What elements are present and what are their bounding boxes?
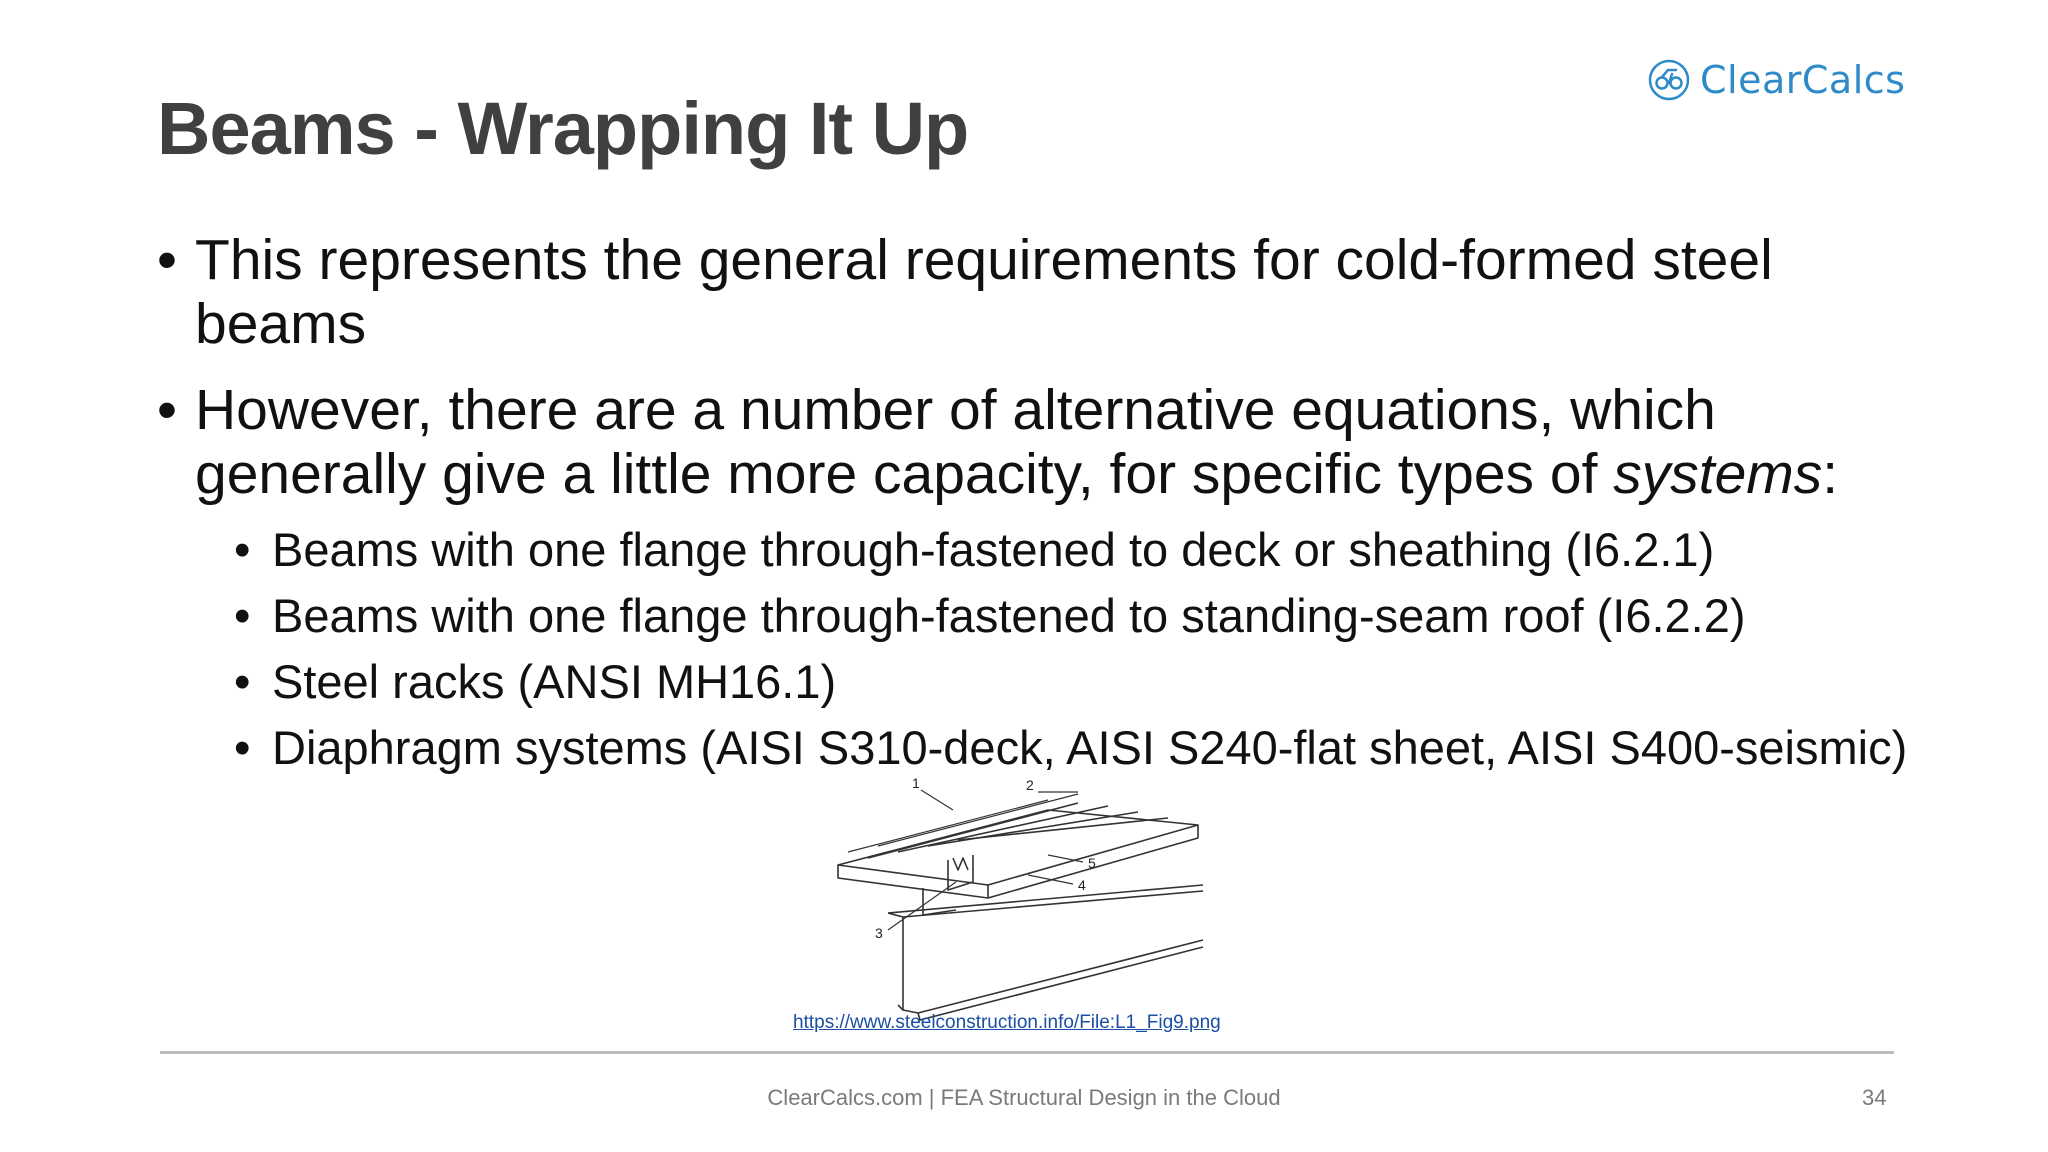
sub-bullet-item: [234, 654, 1917, 710]
bullet-dot: •: [157, 228, 177, 292]
sub-bullet-text: Beams with one flange through-fastened to deck or sheathing (I6.2.1): [272, 523, 1715, 576]
sub-bullet-dot: •: [234, 655, 251, 708]
figure-label: 2: [1026, 777, 1034, 793]
deck-purlin-diagram: [828, 770, 1208, 1030]
figure-label: 5: [1088, 855, 1096, 871]
sub-bullet-dot: •: [234, 523, 251, 576]
sub-bullet-dot: •: [234, 589, 251, 642]
sub-bullet-item: [234, 720, 1917, 776]
sub-bullet-text: Diaphragm systems (AISI S310-deck, AISI S240-flat sheet, AISI S400-seismic): [272, 721, 1908, 774]
sub-bullet-item: [234, 522, 1917, 578]
bullet-text: However, there are a number of alternative equations, which generally give a little more capacity, for specific types of: [195, 378, 1716, 506]
sub-bullet-item: [234, 588, 1917, 644]
sub-bullet-text: Steel racks (ANSI MH16.1): [272, 655, 837, 708]
bullet-dot: •: [157, 378, 177, 442]
figure-label: 4: [1078, 877, 1086, 893]
bullet-text-italic: systems: [1613, 442, 1823, 506]
bullet-item: [157, 228, 1917, 356]
brand-logo: [1648, 52, 1905, 108]
brand-name: ClearCalcs: [1700, 58, 1906, 102]
bullet-text: This represents the general requirements for cold-formed steel beams: [195, 228, 1773, 356]
bullet-item: [157, 378, 1917, 506]
bullet-list: [157, 228, 1917, 786]
figure-label: 1: [912, 775, 920, 791]
page-number: 34: [1862, 1085, 1887, 1110]
slide-title: Beams - Wrapping It Up: [157, 87, 969, 170]
footer-divider: [160, 1051, 1894, 1054]
footer-text: ClearCalcs.com | FEA Structural Design in the Cloud: [767, 1085, 1281, 1110]
bullet-text-end: :: [1822, 442, 1839, 506]
figure-source-link[interactable]: https://www.steelconstruction.info/File:L1_Fig9.png: [793, 1012, 1221, 1033]
figure-label: 3: [875, 925, 883, 941]
clearcalcs-logo-icon: [1648, 59, 1690, 101]
sub-bullet-dot: •: [234, 721, 251, 774]
sub-bullet-text: Beams with one flange through-fastened to standing-seam roof (I6.2.2): [272, 589, 1746, 642]
